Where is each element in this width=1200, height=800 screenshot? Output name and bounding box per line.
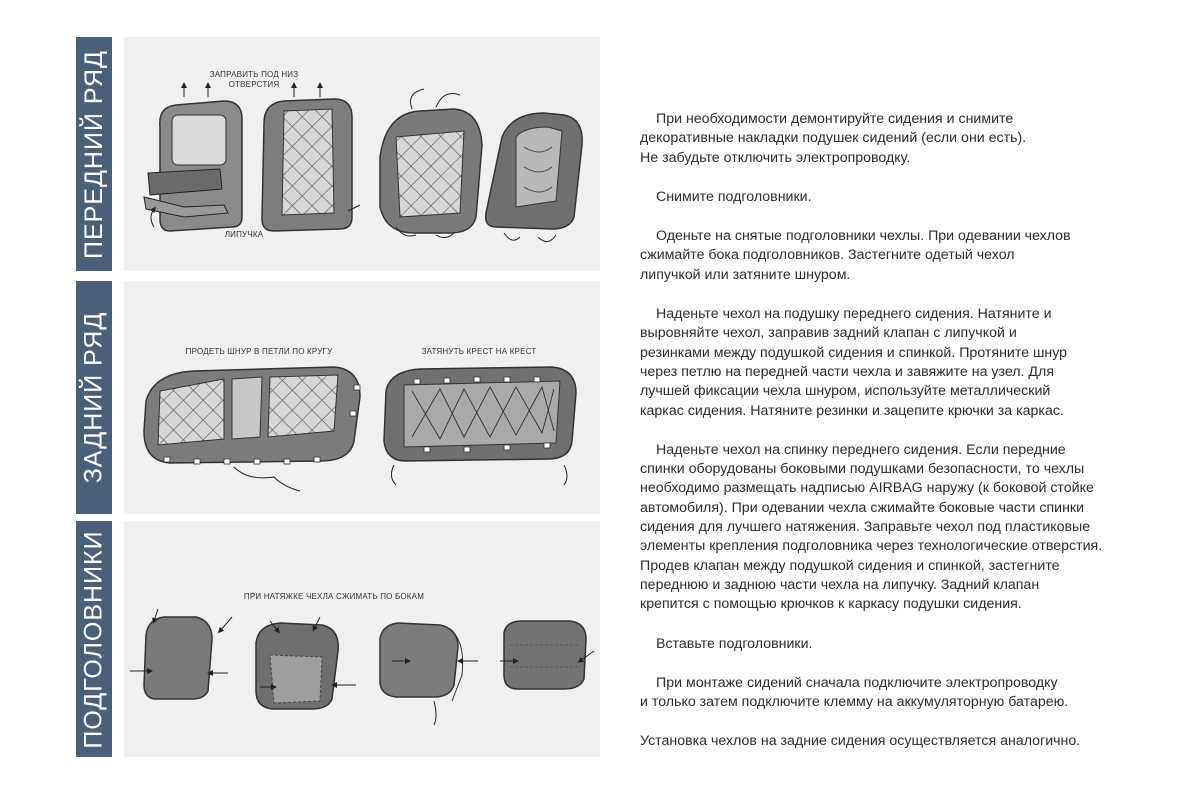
illustration-panel-headrests bbox=[124, 521, 600, 757]
seat-back-open-icon bbox=[144, 85, 242, 231]
caption-cross-tighten: ЗАТЯНУТЬ КРЕСТ НА КРЕСТ bbox=[421, 347, 537, 356]
instruction-paragraph-5: Наденьте чехол на спинку переднего сидения. Если передние спинки оборудованы боковыми подушками безопасности, то чехлы необходимо размещать надписью AIRBAG наружу (к боковой стойке автомобиля). При одевании чехла сжимайте боковые части спинки сидения для лучшего натяжения. Заправьте чехол под пластиковые элементы крепления подголовника через технологические отверстия. Продев клапан между подушкой сидения и спинкой, застегните переднюю и заднюю части чехла на липучку. Задний клапан крепится с помощью крючков к каркасу подушки сидения. bbox=[640, 441, 1103, 613]
section-headrests bbox=[76, 521, 600, 757]
section-rear-row bbox=[76, 281, 600, 514]
section-label-text: ЗАДНИЙ РЯД bbox=[79, 311, 108, 484]
instruction-paragraph-1: При необходимости демонтируйте сидения и снимите декоративные накладки подушек сидений (если они есть). Не забудьте отключить электропроводку. bbox=[640, 111, 1027, 166]
seat-back-quilted-icon bbox=[262, 85, 360, 231]
instruction-paragraph-6: Вставьте подголовники. bbox=[656, 635, 813, 652]
instructions-text bbox=[640, 110, 1160, 772]
section-label-rear-row bbox=[76, 281, 112, 514]
caption-thread-cord: ПРОДЕТЬ ШНУР В ПЕТЛИ ПО КРУГУ bbox=[185, 347, 333, 356]
section-front-row bbox=[76, 37, 600, 271]
seat-cushion-underside-icon bbox=[486, 113, 582, 242]
section-label-headrests bbox=[76, 521, 112, 757]
rear-bench-cushion-icon bbox=[144, 367, 360, 491]
headrest-2-icon bbox=[256, 617, 356, 709]
caption-tuck-under: ЗАПРАВИТЬ ПОД НИЗ ОТВЕРСТИЯ bbox=[209, 70, 299, 89]
instruction-paragraph-4: Наденьте чехол на подушку переднего сидения. Натяните и выровняйте чехол, заправив задний клапан с липучкой и резинками между подушкой сидения и спинкой. Протяните шнур через петлю на передней части чехла и завяжите на узел. Для лучшей фиксации чехла шнуром, используйте металлический каркас сидения. Натяните резинки и зацепите крючки за каркас. bbox=[640, 306, 1068, 419]
rear-bench-underside-icon bbox=[384, 367, 576, 485]
seat-cushion-icon bbox=[380, 89, 482, 238]
section-label-text: ПОДГОЛОВНИКИ bbox=[79, 529, 108, 749]
illustration-panel-rear-row bbox=[124, 281, 600, 514]
instruction-paragraph-3: Оденьте на снятые подголовники чехлы. При одевании чехлов сжимайте бока подголовников. Застегните одетый чехол липучкой или затяните шнуром. bbox=[640, 228, 1071, 283]
section-label-front-row bbox=[76, 37, 112, 271]
illustration-panel-front-row bbox=[124, 37, 600, 271]
headrest-4-icon bbox=[500, 621, 594, 689]
caption-velcro: ЛИПУЧКА bbox=[224, 230, 264, 239]
headrests-illustration bbox=[124, 521, 600, 757]
rear-seats-illustration bbox=[124, 281, 600, 514]
instruction-paragraph-2: Снимите подголовники. bbox=[656, 188, 812, 205]
headrest-3-icon bbox=[380, 623, 478, 725]
front-seats-illustration bbox=[124, 37, 600, 271]
section-label-text: ПЕРЕДНИЙ РЯД bbox=[79, 49, 108, 259]
headrest-1-icon bbox=[130, 609, 232, 699]
caption-squeeze-sides: ПРИ НАТЯЖКЕ ЧЕХЛА СЖИМАТЬ ПО БОКАМ bbox=[243, 592, 425, 601]
instruction-paragraph-8: Установка чехлов на задние сидения осуществляется аналогично. bbox=[640, 733, 1081, 750]
instruction-paragraph-7: При монтаже сидений сначала подключите электропроводку и только затем подключите клемму на аккумуляторную батарею. bbox=[640, 674, 1069, 711]
